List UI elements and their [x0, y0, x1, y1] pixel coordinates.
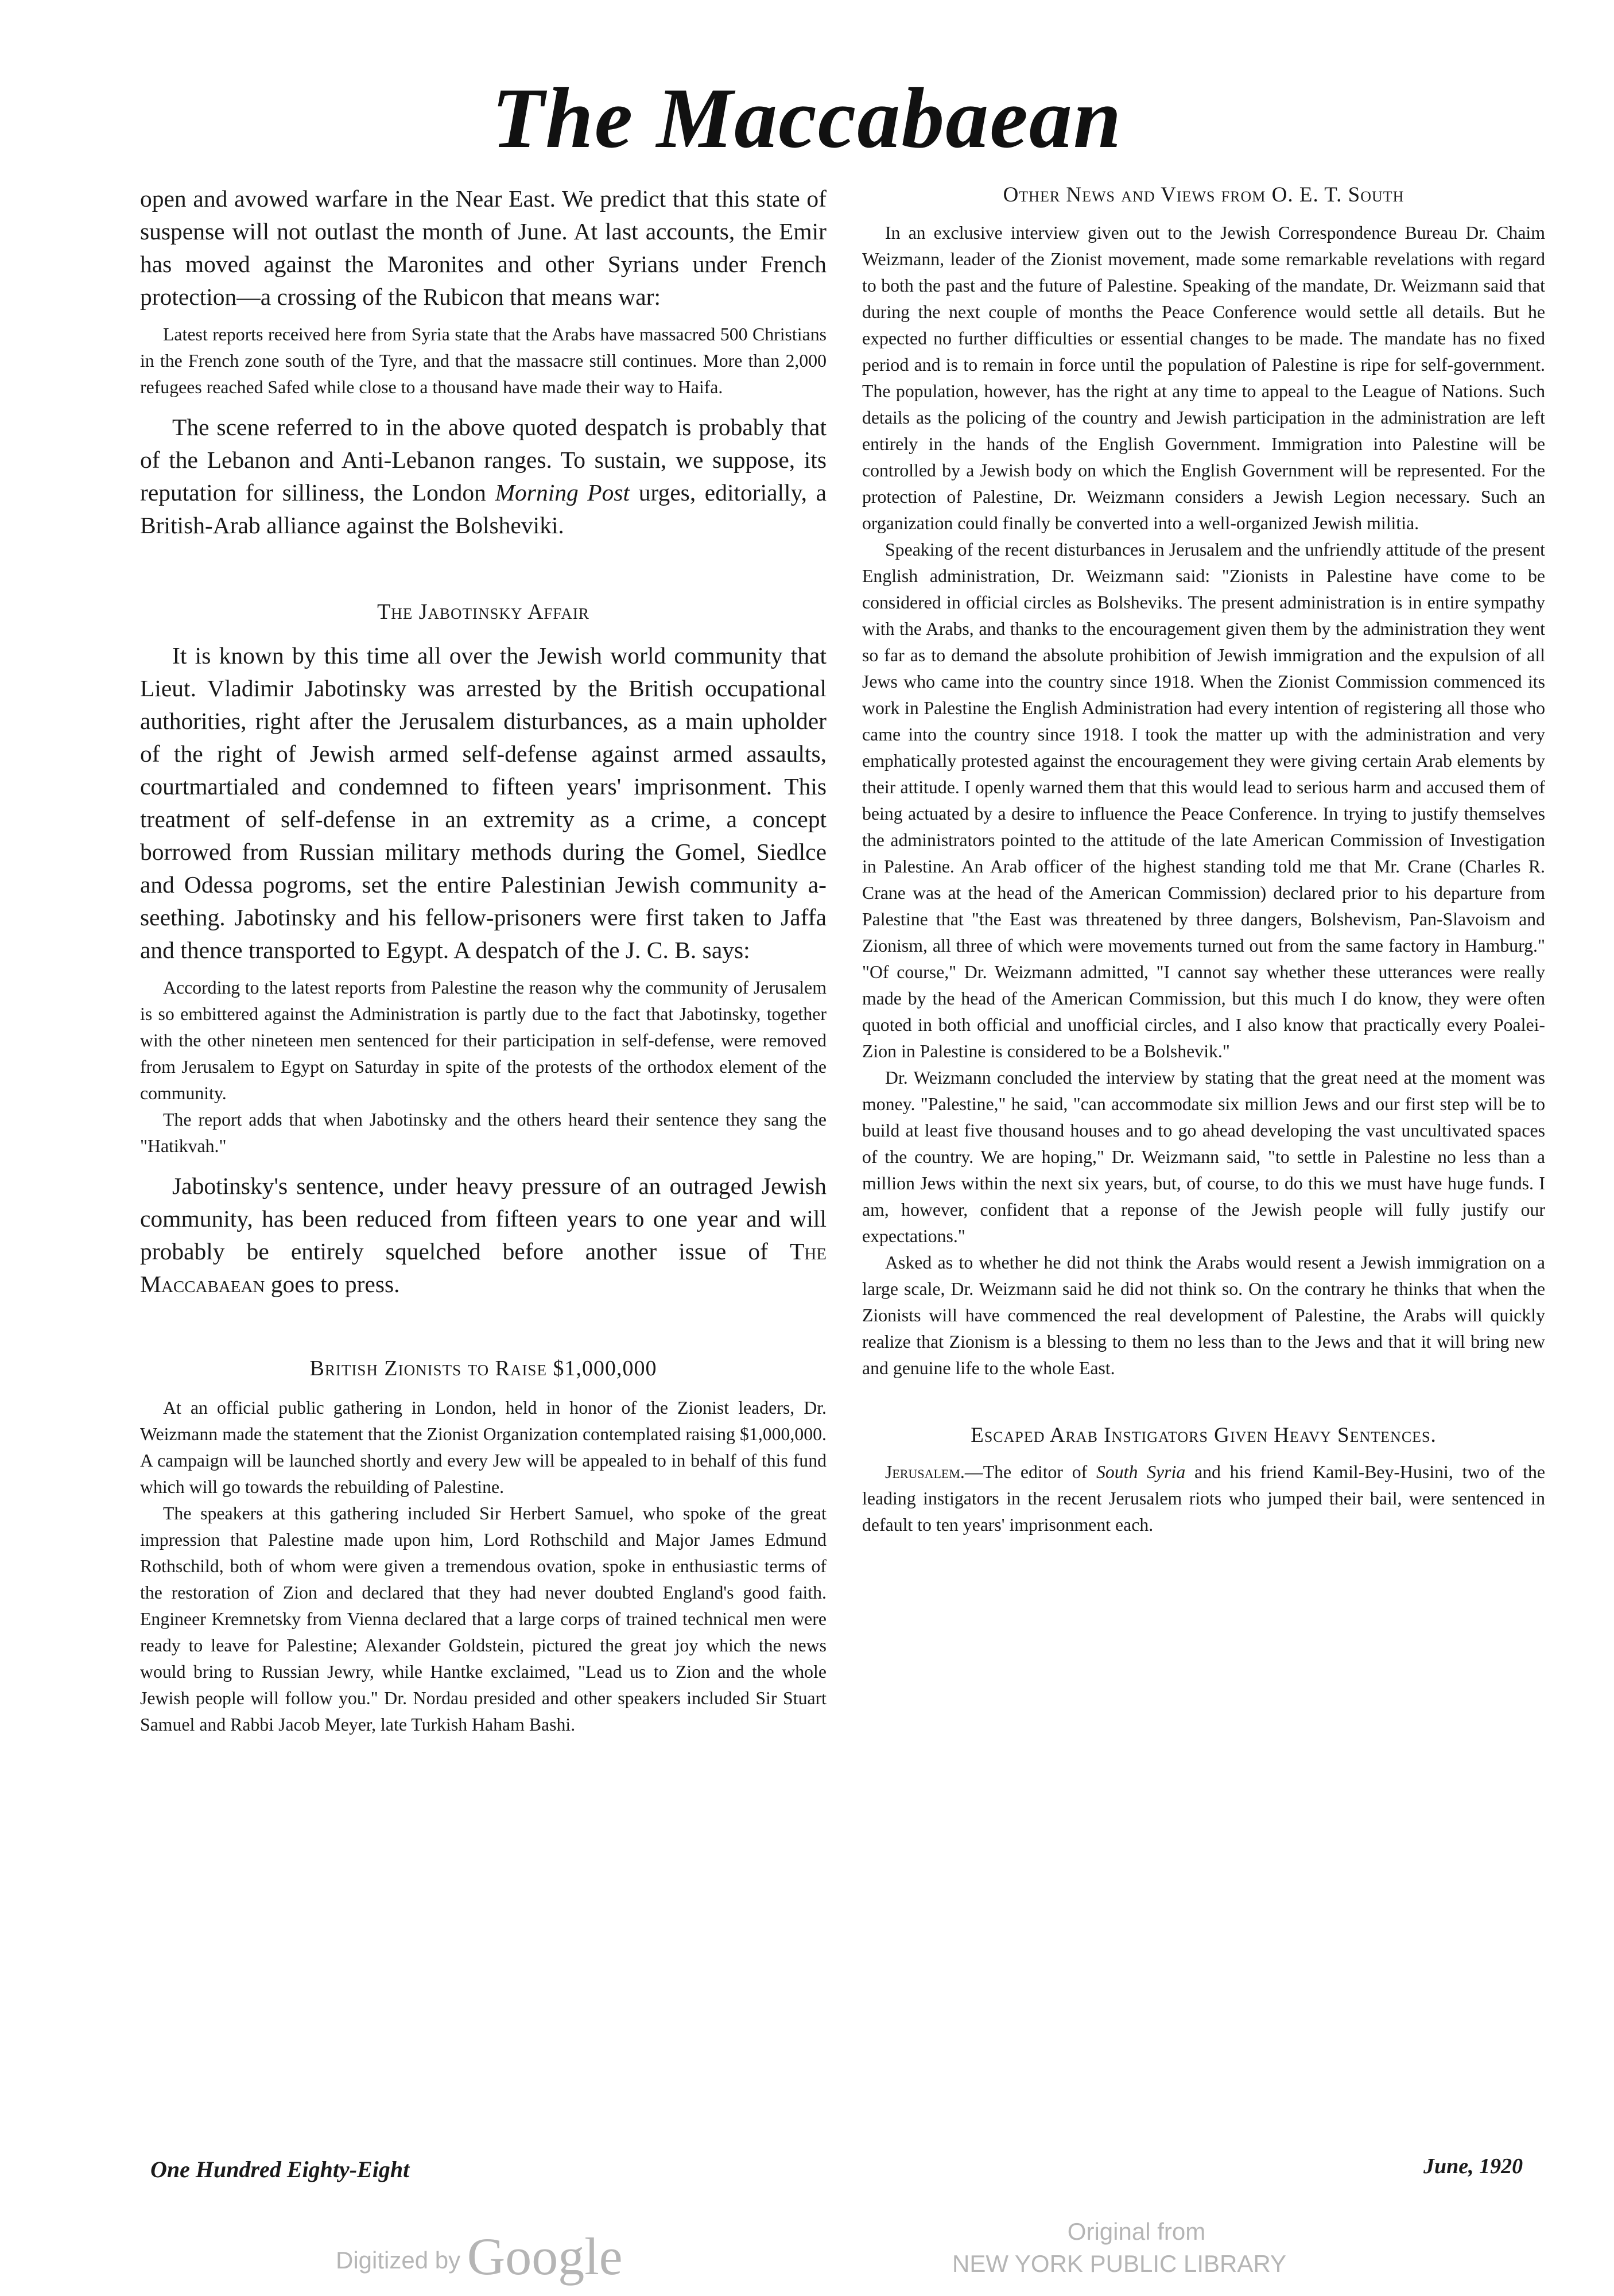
jerusalem-text-b: and his friend Kamil-Bey-Husini, two of the leading instigators in the recent Jerusalem riots who jumped their bail, were sentenced in default to ten years' imprisonment each. — [862, 1462, 1545, 1535]
jcb-despatch-quote-2: The report adds that when Jabotinsky and the others heard their sentence they sang the "Hatikvah." — [140, 1110, 827, 1156]
original-from-watermark — [952, 2216, 1309, 2280]
lebanon-text-a: The scene referred to in the above quoted despatch is probably that of the Lebanon and Anti-Lebanon ranges. To sustain, we suppose, its reputation for silliness, the London — [140, 414, 827, 506]
jcb-despatch-quote-1: According to the latest reports from Palestine the reason why the community of Jerusalem is so embittered against the Administration is partly due to the fact that Jabotinsky, together with the other nineteen men sentenced for their participation in self-defense, were removed from Jerusalem to Egypt on Saturday in spite of the protests of the orthodox element of the community. — [140, 978, 827, 1103]
lebanon-text-b: urges, editorially, a British-Arab alliance against the Bolsheviki. — [140, 479, 827, 538]
masthead-title: The Maccabaean — [491, 71, 1123, 166]
jerusalem-text-a: —The editor of — [964, 1462, 1088, 1482]
jabotinsky-text-b: goes to press. — [270, 1271, 400, 1297]
weizmann-paragraph-1: In an exclusive interview given out to the Jewish Correspondence Bureau Dr. Chaim Weizmann, leader of the Zionist movement, made some remarkable revelations with regard to both the past and the future of Palestine. Speaking of the mandate, Dr. Weizmann said that during the next couple of months the Peace Conference would settle all details. But he expected no further difficulties or essential changes to be made. The mandate has no fixed period and is to remain in force until the population of Palestine is ripe for self-government. The population, however, has the right at any time to appeal to the League of Nations. Such details as the policing of the country and Jewish participation in the administration are left entirely in the hands of the English Government. Immigration into Palestine will be controlled by a Jewish body on which the English Government will be represented. For the protection of Palestine, Dr. Weizmann considers a Jewish Legion necessary. Such an organization could finally be converted into a well-organized Jewish militia. — [862, 223, 1545, 533]
jerusalem-dateline: Jerusalem. — [885, 1462, 965, 1482]
jabotinsky-paragraph-2 — [140, 1170, 827, 1301]
british-zionists-paragraph-1: At an official public gathering in London, held in honor of the Zionist leaders, Dr. Weizmann made the statement that the Zionist Organization contemplated raising $1,000,000. A campaign will be launched shortly and every Jew will be appealed to in behalf of this fund which will go towards the rebuilding of Palestine. — [140, 1398, 827, 1497]
left-column — [140, 183, 827, 1738]
weizmann-paragraph-3: Dr. Weizmann concluded the interview by stating that the great need at the moment was money. "Palestine," he said, "can accommodate six million Jews and our first step will be to build at least five thousand houses and to go ahead developing the vast uncultivated spaces of the country. We are hoping," Dr. Weizmann said, "to settle in Palestine no less than a million Jews within the next six years, but, of course, to do this we must have huge funds. I am, however, confident that a reponse of the Jewish people will fully justify our expectations." — [862, 1068, 1545, 1246]
page-number-footer: One Hundred Eighty-Eight — [150, 2157, 410, 2182]
weizmann-paragraph-4: Asked as to whether he did not think the Arabs would resent a Jewish immigration on a large scale, Dr. Weizmann said he did not think so. On the contrary he thinks that when the Zionists will have commenced the real development of Palestine, the Arabs will quickly realize that Zionism is a blessing to them no less than to the Jews and that it will bring new and genuine life to the whole East. — [862, 1252, 1545, 1378]
british-zionists-heading: British Zionists to Raise $1,000,000 — [309, 1356, 657, 1380]
jabotinsky-paragraph-1: It is known by this time all over the Jewish world community that Lieut. Vladimir Jabotinsky was arrested by the British occupational authorities, right after the Jerusalem disturbances, as a main upholder of the right of Jewish armed self-defense against armed assaults, courtmartialed and condemned to fifteen years' imprisonment. This treatment of self-defense in an extremity as a crime, a concept borrowed from Russian military methods during the Gomel, Siedlce and Odessa pogroms, set the entire Palestinian Jewish community a-seething. Jabotinsky and his fellow-prisoners were first taken to Jaffa and thence transported to Egypt. A despatch of the J. C. B. says: — [140, 642, 827, 963]
digitized-by-watermark — [336, 2226, 623, 2287]
british-zionists-paragraph-2: The speakers at this gathering included Sir Herbert Samuel, who spoke of the great impression that Palestine made upon him, Lord Rothschild and Major James Edmund Rothschild, both of whom were given a tremendous ovation, spoke in enthusiastic terms of the restoration of Zion and declared that they had never doubted England's good faith. Engineer Kremnetsky from Vienna declared that a large corps of trained technical men were ready to leave for Palestine; Alexander Goldstein, pictured the great joy which the news would bring to Russian Jewry, while Hantke exclaimed, "Lead us to Zion and the whole Jewish people will follow you." Dr. Nordau presided and other speakers included Sir Stuart Samuel and Rabbi Jacob Meyer, late Turkish Haham Bashi. — [140, 1503, 827, 1735]
morning-post-title: Morning Post — [495, 479, 630, 506]
library-name: NEW YORK PUBLIC LIBRARY — [952, 2250, 1286, 2277]
maccabaean-name: The Maccabaean — [140, 1238, 827, 1297]
jabotinsky-heading: The Jabotinsky Affair — [377, 600, 589, 624]
google-logo: Google — [467, 2227, 623, 2286]
lebanon-paragraph — [140, 411, 827, 542]
right-column — [862, 183, 1545, 1538]
jabotinsky-text-a: Jabotinsky's sentence, under heavy pressure of an outraged Jewish community, has been reduced from fifteen years to one year and will probably be entirely squelched before another issue of — [140, 1173, 827, 1265]
south-syria-title: South Syria — [1096, 1462, 1186, 1482]
syria-despatch-quote: Latest reports received here from Syria state that the Arabs have massacred 500 Christians in the French zone south of the Tyre, and that the massacre still continues. More than 2,000 refugees reached Safed while close to a thousand have made their way to Haifa. — [140, 324, 827, 397]
intro-paragraph: open and avowed warfare in the Near East. We predict that this state of suspense will not outlast the month of June. At last accounts, the Emir has moved against the Maronites and other Syrians under French protection—a crossing of the Rubicon that means war: — [140, 185, 827, 310]
oet-south-heading: Other News and Views from O. E. T. South — [1003, 183, 1405, 207]
weizmann-paragraph-2: Speaking of the recent disturbances in Jerusalem and the unfriendly attitude of the present English administration, Dr. Weizmann said: "Zionists in Palestine have come to be considered in official circles as Bolsheviks. The present administration is in entire sympathy with the Arabs, and thanks to the encouragement given them by the administration they went so far as to demand the absolute prohibition of Jewish immigration and the expulsion of all Jews who came into the country since 1918. When the Zionist Commission commenced its work in Palestine the English Administration had every intention of registering all those who came into the country since 1918. I took the matter up with the administration and very emphatically protested against the encouragement they were giving certain Arab elements by their attitude. I openly warned them that this would lead to serious harm and accused them of being actuated by a desire to influence the Peace Conference. In trying to justify themselves the administrators pointed to the attitude of the late American Commission of Investigation in Palestine. An Arab officer of the highest standing told me that Mr. Crane (Charles R. Crane was at the head of the American Commission) declared prior to his departure from Palestine that "the East was threatened by three dangers, Bolshevism, Pan-Slavoism and Zionism, all three of which were movements turned out from the same factory in Hamburg." "Of course," Dr. Weizmann admitted, "I cannot say whether these utterances were really made by the head of the American Commission, but this much I do know, they were often quoted in both official and unofficial circles, and I also know that practically every Poalei-Zion in Palestine is considered to be a Bolshevik." — [862, 540, 1545, 1061]
arab-instigators-heading: Escaped Arab Instigators Given Heavy Sentences. — [971, 1424, 1437, 1447]
original-from-text: Original from — [1067, 2218, 1206, 2245]
jerusalem-paragraph — [862, 1459, 1545, 1538]
issue-date-footer: June, 1920 — [1423, 2154, 1523, 2178]
digitized-by-text: Digitized by — [336, 2247, 461, 2274]
